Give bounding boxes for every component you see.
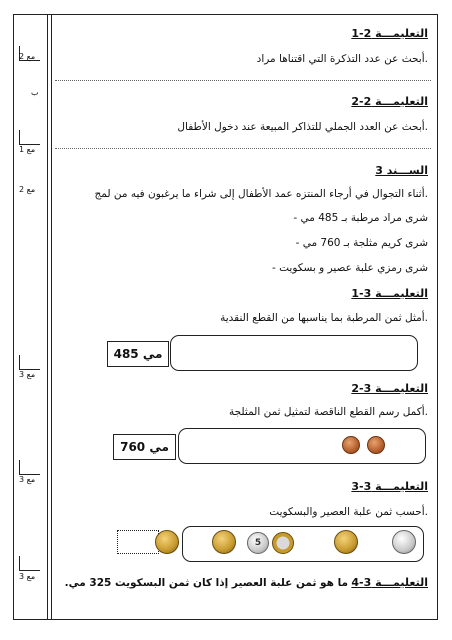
coin-icon [155,530,179,554]
task-2-1-text: .أبحث عن عدد التذكرة التي اقتناها مراد [256,53,428,65]
mark-tick [19,130,40,145]
coin-icon [342,436,360,454]
coin-icon [392,530,416,554]
task-3-3-title: التعليمـــة 3-3 [351,480,428,493]
coins-answer-box[interactable] [170,335,418,371]
mark-tick [19,556,40,571]
margin-mark: مع 3 [19,572,36,581]
margin-mark: مع 2 [19,52,36,61]
margin-mark: مع 2 [19,185,36,194]
margin-divider [47,14,48,620]
support-3-intro: .أثناء التجوال في أرجاء المنتزه عمد الأطفال إلى شراء ما يرغبون فيه من لمج [94,188,428,200]
margin-mark: مع 3 [19,475,36,484]
support-3-item: شرى مراد مرطبة بـ 485 مي - [293,212,428,224]
margin-mark: ب [31,88,39,97]
margin-mark: مع 1 [19,145,36,154]
coin-icon [247,532,269,554]
price-label: 760 مي [113,434,176,460]
task-3-1-title: التعليمـــة 3-1 [351,287,428,300]
task-3-4-text: ما هو ثمن علبة العصير إذا كان ثمن البسكويت 325 مي. [64,577,349,589]
task-2-2-text: .أبحث عن العدد الجملي للتذاكر المبيعة عند دخول الأطفال [177,121,428,133]
task-3-2-title: التعليمـــة 3-2 [351,382,428,395]
answer-divider [55,80,431,81]
mark-tick [19,460,40,475]
coins-answer-box[interactable] [178,428,426,464]
coin-icon [334,530,358,554]
task-3-1-text: .أمثل ثمن المرطبة بما يناسبها من القطع النقدية [220,312,428,324]
support-3-item: شرى كريم مثلجة بـ 760 مي - [295,237,428,249]
task-3-4-title: التعليمـــة 3-4 [351,576,428,589]
coin-value: 5 [254,538,262,548]
support-3-item: شرى رمزي علبة عصير و بسكويت - [271,262,428,274]
task-2-1-title: التعليمـــة 2-1 [351,27,428,40]
task-3-2-text: .أكمل رسم القطع الناقصة لتمثيل ثمن المثلجة [229,406,428,418]
price-label: 485 مي [107,341,169,367]
support-3-title: الســـند 3 [375,164,428,177]
answer-divider [55,148,431,149]
task-2-2-title: التعليمـــة 2-2 [351,95,428,108]
margin-divider-inner [51,14,52,620]
coin-icon [367,436,385,454]
coin-icon [272,532,294,554]
answer-field[interactable] [117,530,159,554]
margin-mark: مع 3 [19,370,36,379]
task-3-4-line [65,576,428,589]
coin-icon [212,530,236,554]
mark-tick [19,355,40,370]
task-3-3-text: .أحسب ثمن علبة العصير والبسكويت [269,506,428,518]
